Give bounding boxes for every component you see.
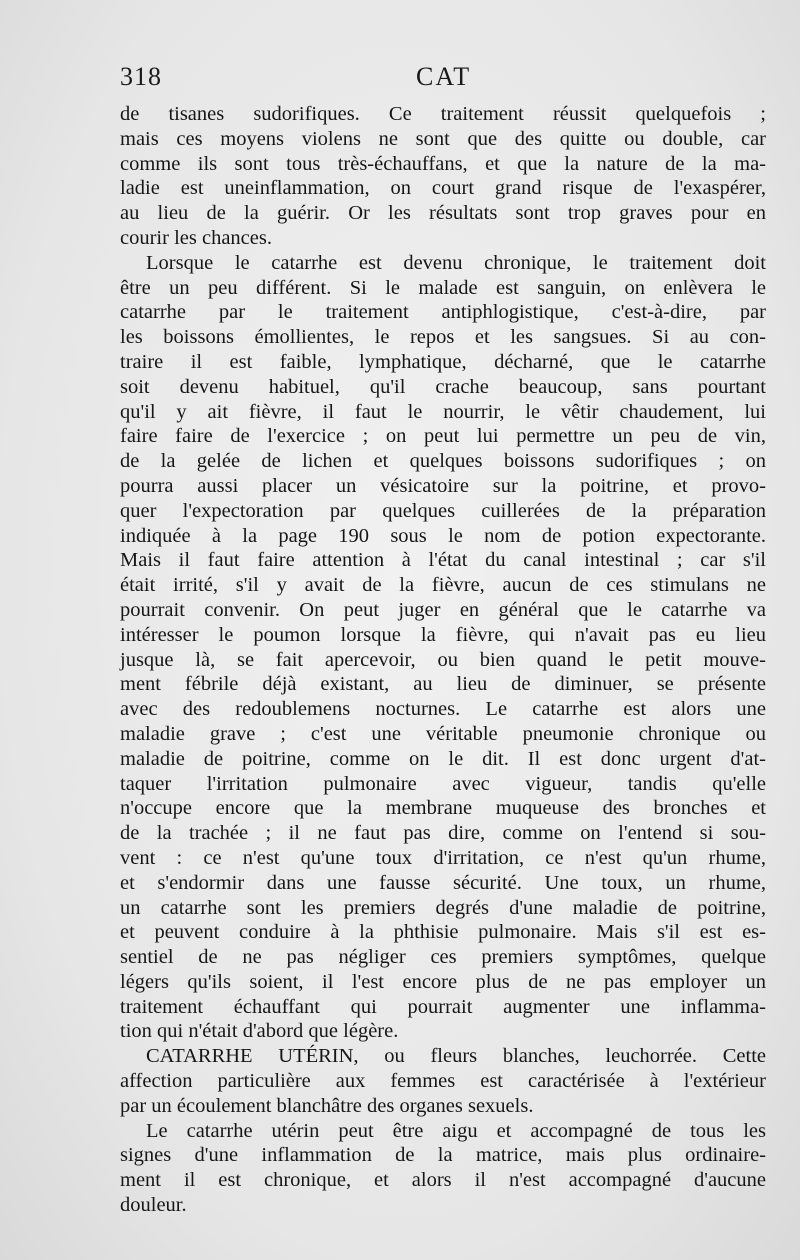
text-line: était irrité, s'il y avait de la fièvre, aucun de ces stimulans ne	[120, 574, 766, 597]
text-line: douleur.	[120, 1194, 187, 1217]
text-line: ladie est uneinflammation, on court grand risque de l'exaspérer,	[120, 177, 766, 200]
text-line: sentiel de ne pas négliger ces premiers symptômes, quelque	[120, 946, 766, 969]
text-line: soit devenu habituel, qu'il crache beaucoup, sans pourtant	[120, 375, 766, 398]
text-line: signes d'une inflammation de la matrice, mais plus ordinaire-	[120, 1144, 766, 1167]
text-line: avec des redoublemens nocturnes. Le catarrhe est alors une	[120, 698, 766, 721]
text-line: courir les chances.	[120, 226, 272, 249]
page-number: 318	[120, 62, 162, 91]
page-header	[120, 62, 766, 94]
text-line: taquer l'irritation pulmonaire avec vigueur, tandis qu'elle	[120, 772, 766, 795]
text-line: légers qu'ils soient, il l'est encore plus de ne pas employer un	[120, 970, 766, 993]
text-line: traitement échauffant qui pourrait augmenter une inflamma-	[120, 995, 766, 1018]
text-line: CATARRHE UTÉRIN, ou fleurs blanches, leuchorrée. Cette	[146, 1045, 766, 1068]
text-line: Le catarrhe utérin peut être aigu et accompagné de tous les	[146, 1119, 766, 1142]
paragraph	[120, 102, 766, 251]
text-line: maladie de poitrine, comme on le dit. Il est donc urgent d'at-	[120, 747, 766, 770]
text-line: comme ils sont tous très-échauffans, et que la nature de la ma-	[120, 152, 766, 175]
running-head: CAT	[416, 62, 472, 91]
text-line: un catarrhe sont les premiers degrés d'une maladie de poitrine,	[120, 896, 766, 919]
text-line: de la trachée ; il ne faut pas dire, comme on l'entend si sou-	[120, 822, 766, 845]
text-line: n'occupe encore que la membrane muqueuse des bronches et	[120, 797, 766, 820]
text-line: au lieu de la guérir. Or les résultats sont trop graves pour en	[120, 202, 766, 225]
paragraph	[120, 251, 766, 1045]
text-line: et peuvent conduire à la phthisie pulmonaire. Mais s'il est es-	[120, 921, 766, 944]
text-line: pourra aussi placer un vésicatoire sur la poitrine, et provo-	[120, 474, 766, 497]
paragraph	[120, 1119, 766, 1218]
text-line: et s'endormir dans une fausse sécurité. Une toux, un rhume,	[120, 871, 766, 894]
text-line: traire il est faible, lymphatique, décharné, que le catarrhe	[120, 350, 766, 373]
text-line: tion qui n'était d'abord que légère.	[120, 1020, 399, 1043]
text-line: par un écoulement blanchâtre des organes sexuels.	[120, 1094, 534, 1117]
text-line: catarrhe par le traitement antiphlogistique, c'est-à-dire, par	[120, 301, 766, 324]
text-line: quer l'expectoration par quelques cuillerées de la préparation	[120, 499, 766, 522]
text-line: affection particulière aux femmes est caractérisée à l'extérieur	[120, 1070, 766, 1093]
text-line: pourrait convenir. On peut juger en général que le catarrhe va	[120, 598, 766, 621]
text-line: jusque là, se fait apercevoir, ou bien quand le petit mouve-	[120, 648, 766, 671]
text-line: vent : ce n'est qu'une toux d'irritation, ce n'est qu'un rhume,	[120, 846, 766, 869]
paragraph	[120, 1044, 766, 1118]
text-line: faire faire de l'exercice ; on peut lui permettre un peu de vin,	[120, 425, 766, 448]
text-line: les boissons émollientes, le repos et les sangsues. Si au con-	[120, 326, 766, 349]
text-line: Lorsque le catarrhe est devenu chronique, le traitement doit	[146, 251, 766, 274]
text-line: Mais il faut faire attention à l'état du canal intestinal ; car s'il	[120, 549, 766, 572]
text-line: intéresser le poumon lorsque la fièvre, qui n'avait pas eu lieu	[120, 623, 766, 646]
text-line: ment il est chronique, et alors il n'est accompagné d'aucune	[120, 1169, 766, 1192]
text-line: de la gelée de lichen et quelques boissons sudorifiques ; on	[120, 450, 766, 473]
body-text	[120, 102, 766, 1218]
text-line: indiquée à la page 190 sous le nom de potion expectorante.	[120, 524, 766, 547]
text-line: qu'il y ait fièvre, il faut le nourrir, le vêtir chaudement, lui	[120, 400, 766, 423]
text-line: ment fébrile déjà existant, au lieu de diminuer, se présente	[120, 673, 766, 696]
text-line: de tisanes sudorifiques. Ce traitement réussit quelquefois ;	[120, 103, 766, 125]
text-line: mais ces moyens violens ne sont que des quitte ou double, car	[120, 127, 766, 150]
text-line: être un peu différent. Si le malade est sanguin, on enlèvera le	[120, 276, 766, 299]
text-line: maladie grave ; c'est une véritable pneumonie chronique ou	[120, 722, 766, 745]
